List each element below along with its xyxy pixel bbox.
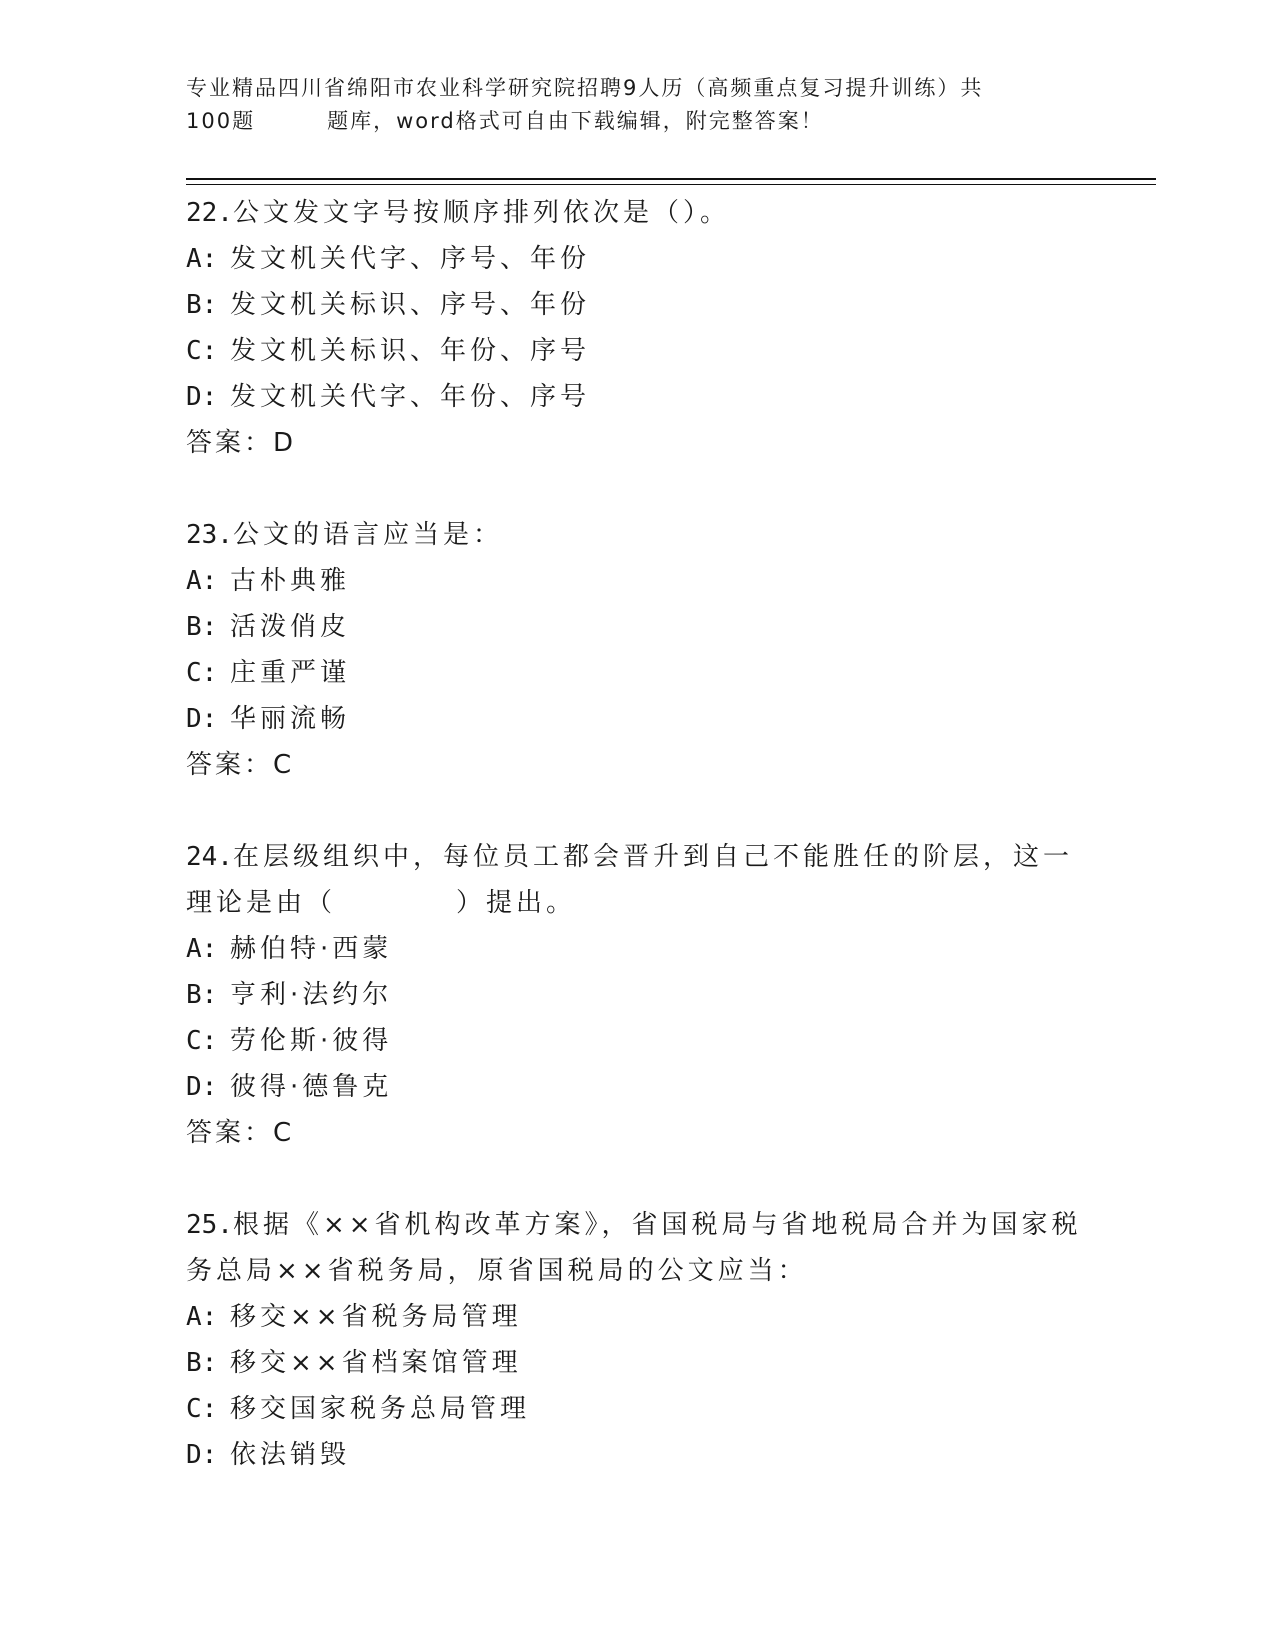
option-key: A:: [186, 934, 218, 964]
answer-line: [186, 742, 1086, 788]
option-key: B:: [186, 1348, 218, 1378]
option-text: 依法销毁: [230, 1440, 351, 1470]
option-d: [186, 374, 1086, 420]
question-number: 24.: [186, 842, 233, 872]
option-c: [186, 1018, 1086, 1064]
option-key: D:: [186, 382, 218, 412]
option-text: 移交××省档案馆管理: [230, 1348, 522, 1378]
option-text: 移交××省税务局管理: [230, 1302, 522, 1332]
option-a: [186, 558, 1086, 604]
option-text: 华丽流畅: [230, 704, 351, 734]
option-d: [186, 696, 1086, 742]
answer-label: 答案：: [186, 750, 274, 780]
option-b: [186, 972, 1086, 1018]
answer-label: 答案：: [186, 428, 274, 458]
document-header: [186, 72, 1086, 138]
option-text: 发文机关代字、序号、年份: [230, 244, 591, 274]
question-number: 22.: [186, 198, 233, 228]
option-a: [186, 1294, 1086, 1340]
option-text: 移交国家税务总局管理: [230, 1394, 531, 1424]
option-key: B:: [186, 290, 218, 320]
question-25: [186, 1202, 1086, 1478]
option-key: D:: [186, 704, 218, 734]
option-text: 活泼俏皮: [230, 612, 351, 642]
option-text: 发文机关标识、年份、序号: [230, 336, 591, 366]
question-text: 根据《××省机构改革方案》，省国税局与省地税局合并为国家税务总局××省税务局，原省国税局的公文应当：: [186, 1210, 1082, 1286]
option-b: [186, 1340, 1086, 1386]
question-title: [186, 1202, 1086, 1294]
option-text: 发文机关标识、序号、年份: [230, 290, 591, 320]
answer-line: [186, 420, 1086, 466]
question-22: [186, 190, 1086, 466]
option-text: 发文机关代字、年份、序号: [230, 382, 591, 412]
answer-label: 答案：: [186, 1118, 274, 1148]
option-key: B:: [186, 980, 218, 1010]
option-b: [186, 282, 1086, 328]
question-title: [186, 190, 1086, 236]
option-key: C:: [186, 336, 218, 366]
option-a: [186, 236, 1086, 282]
header-rule-thin: [186, 184, 1156, 185]
option-key: D:: [186, 1072, 218, 1102]
option-text: 劳伦斯·彼得: [230, 1026, 393, 1056]
question-23: [186, 512, 1086, 788]
question-number: 25.: [186, 1210, 233, 1240]
answer-value: D: [273, 428, 297, 458]
answer-value: C: [273, 750, 295, 780]
option-key: C:: [186, 658, 218, 688]
header-question-count: 100题: [186, 109, 256, 133]
question-text: 公文发文字号按顺序排列依次是（）。: [232, 198, 730, 228]
option-key: A:: [186, 566, 218, 596]
header-description: 题库，word格式可自由下载编辑，附完整答案！: [327, 109, 824, 133]
option-key: B:: [186, 612, 218, 642]
option-key: A:: [186, 244, 218, 274]
answer-value: C: [273, 1118, 295, 1148]
option-d: [186, 1064, 1086, 1110]
option-a: [186, 926, 1086, 972]
option-b: [186, 604, 1086, 650]
option-c: [186, 650, 1086, 696]
option-text: 亨利·法约尔: [230, 980, 393, 1010]
header-line-1: 专业精品四川省绵阳市农业科学研究院招聘9人历（高频重点复习提升训练）共: [186, 76, 984, 100]
option-text: 古朴典雅: [230, 566, 351, 596]
question-number: 23.: [186, 520, 233, 550]
option-c: [186, 1386, 1086, 1432]
question-text: 公文的语言应当是：: [232, 520, 503, 550]
header-line-2: [186, 105, 1086, 138]
option-text: 庄重严谨: [230, 658, 351, 688]
question-24: [186, 834, 1086, 1156]
option-text: 彼得·德鲁克: [230, 1072, 393, 1102]
question-title: [186, 834, 1086, 926]
question-title: [186, 512, 1086, 558]
option-d: [186, 1432, 1086, 1478]
option-c: [186, 328, 1086, 374]
question-list: [186, 190, 1086, 1524]
header-rule-thick: [186, 178, 1156, 180]
option-text: 赫伯特·西蒙: [230, 934, 393, 964]
answer-line: [186, 1110, 1086, 1156]
question-text: 在层级组织中，每位员工都会晋升到自己不能胜任的阶层，这一理论是由（ ）提出。: [186, 842, 1073, 918]
option-key: C:: [186, 1026, 218, 1056]
option-key: D:: [186, 1440, 218, 1470]
option-key: C:: [186, 1394, 218, 1424]
option-key: A:: [186, 1302, 218, 1332]
